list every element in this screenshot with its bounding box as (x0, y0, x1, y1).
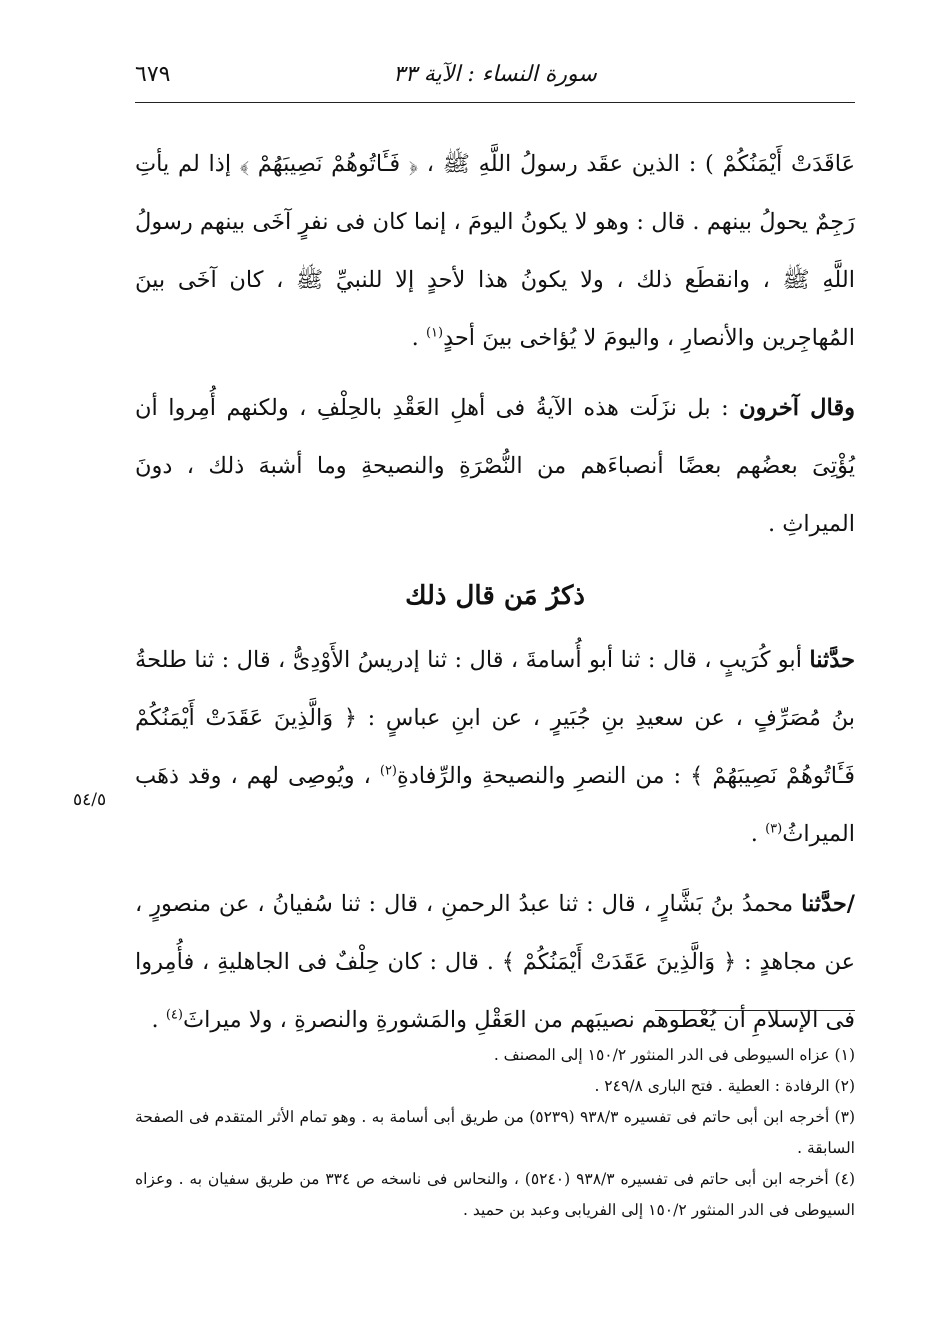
paragraph-1 (135, 135, 855, 367)
narration-2 (135, 875, 855, 1049)
narration-text-cont: ، ويُوصِى لهم ، وقد ذهَب الميراثُ (135, 763, 855, 847)
narration-end: . (750, 821, 766, 847)
footnote-separator (655, 1010, 855, 1011)
main-text (135, 135, 855, 1049)
narration-1 (135, 631, 855, 863)
footnotes (135, 1040, 855, 1226)
running-title: سورة النساء : الآية ٣٣ (393, 62, 597, 87)
footnote-3: (٣) أخرجه ابن أبى حاتم فى تفسيره ٩٣٨/٣ (٥٢٣٩) من طريق أبى أسامة به . وهو تمام الأثر المتقدم فى الصفحة السابقة . (135, 1108, 855, 1157)
paragraph-text: : بل نزَلَت هذه الآيةُ فى أهلِ العَقْدِ بالحِلْفِ ، ولكنهم أُمِروا أن يُؤْتِىَ بعضُهم بعضًا أنصباءَهم من النُّصْرَةِ والنصيحةِ وما أشبهَ ذلك ، دونَ الميراثِ . (135, 395, 855, 537)
narration-text: محمدُ بنُ بَشَّارٍ ، قال : ثنا عبدُ الرحمنِ ، قال : ثنا سُفيانُ ، عن منصورٍ ، عن مجاهدٍ : ﴿ وَالَّذِينَ عَقَدَتْ أَيْمَنُكُمْ ﴾ . قال : كان حِلْفٌ فى الجاهليةِ ، فأُمِروا فى الإسلامِ أن يُعْطوهم نصيبَهم من العَقْلِ والمَشورةِ والنصرةِ ، ولا ميراثَ (135, 891, 855, 1033)
footnote-ref: (٤) (165, 1007, 183, 1023)
page-number: ٦٧٩ (135, 62, 171, 87)
narration-text: أبو كُرَيبٍ ، قال : ثنا أبو أُسامةَ ، قال : ثنا إدريسُ الأَوْدِىُّ ، قال : ثنا طلحةُ بنُ مُصَرِّفٍ ، عن سعيدِ بنِ جُبَيرٍ ، عن ابنِ عباسٍ : ﴿ وَالَّذِينَ عَقَدَتْ أَيْمَنُكُمْ فَـَٔاتُوهُمْ نَصِيبَهُمْ ﴾ : من النصرِ والنصيحةِ والرِّفادةِ (135, 647, 855, 789)
paragraph-lead: وقال آخرون (739, 395, 855, 421)
section-heading: ذكرُ مَن قال ذلك (405, 581, 585, 611)
footnote-ref: (٢) (379, 763, 397, 779)
margin-reference: ٥٤/٥ (73, 790, 107, 810)
paragraph-text: عَاقَدَتْ أَيْمَنُكُمْ ) : الذين عقَد رسولُ اللَّهِ ﷺ ، ﴿ فَـَٔاتُوهُمْ نَصِيبَهُمْ ﴾ إذا لم يأتِ رَجِمٌ يحولُ بينهم . قال : وهو لا يكونُ اليومَ ، إنما كان فى نفرٍ آخَى بينهم رسولُ اللَّهِ ﷺ ، وانقطَع ذلك ، ولا يكونُ هذا لأحدٍ إلا للنبيِّ ﷺ ، كان آخَى بينَ المُهاجِرين والأنصارِ ، واليومَ لا يُؤاخى بينَ أحدٍ (135, 151, 855, 351)
footnote-2: (٢) الرفادة : العطية . فتح البارى ٢٤٩/٨ . (594, 1077, 855, 1095)
footnote-ref: (١) (425, 325, 444, 341)
narration-lead: /حدَّثنا (801, 891, 855, 917)
footnote-ref: (٣) (765, 821, 783, 837)
narration-end: . (151, 1007, 166, 1033)
narration-lead: حدَّثنا (809, 647, 855, 673)
running-header (135, 58, 855, 103)
footnote-4: (٤) أخرجه ابن أبى حاتم فى تفسيره ٩٣٨/٣ (٥٢٤٠) ، والنحاس فى ناسخه ص ٣٣٤ من طريق سفيان به . وعزاه السيوطى فى الدر المنثور ١٥٠/٢ إلى الفريابى وعبد بن حميد . (135, 1170, 856, 1219)
paragraph-end: . (411, 325, 426, 351)
footnote-1: (١) عزاه السيوطى فى الدر المنثور ١٥٠/٢ إلى المصنف . (493, 1046, 855, 1064)
paragraph-2 (135, 379, 855, 553)
